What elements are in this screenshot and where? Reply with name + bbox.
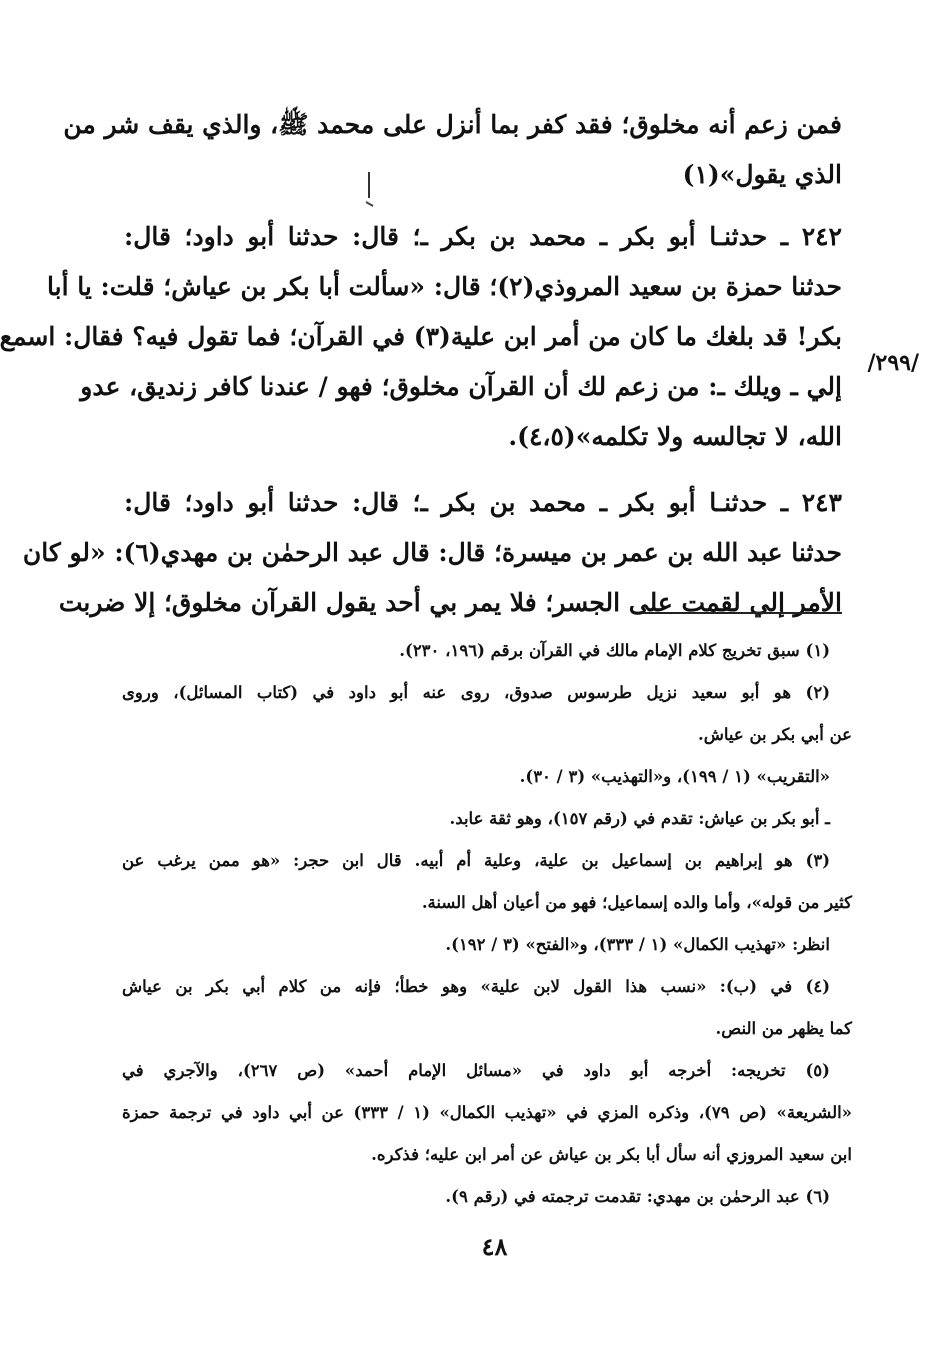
hadith-243 [22,478,842,628]
text-line: الأمر إلي لقمت على الجسر؛ فلا يمر بي أحد يقول القرآن مخلوق؛ إلا ضربت [58,588,842,617]
manuscript-folio-marker: /٢٩٩/ [867,350,919,376]
text-line: بكر! قد بلغك ما كان من أمر ابن علية(٣) في القرآن؛ فما تقول فيه؟ فقال: اسمع [0,322,842,351]
hadith-242 [0,212,842,462]
footnote-3-cont: كثير من قوله»، وأما والده إسماعيل؛ فهو من أعيان أهل السنة. [421,893,852,912]
footnote-separator [642,612,842,614]
footnote-2-ref: «التقريب» (١ / ١٩٩)، و«التهذيب» (٣ / ٣٠). [519,767,830,786]
paragraph-intro [63,100,842,200]
main-text [0,100,842,644]
footnotes [122,630,852,1218]
footnote-2-cont: عن أبي بكر بن عياش. [697,725,852,744]
text-line: الله، لا تجالسه ولا تكلمه»(٤،٥). [508,422,842,451]
text-line: الذي يقول»(١) [682,160,842,189]
text-line: حدثنا حمزة بن سعيد المروذي(٢)؛ قال: «سألت أبا بكر بن عياش؛ قلت: يا أبا [47,272,842,301]
footnote-5-cont: «الشريعة» (ص ٧٩)، وذكره المزي في «تهذيب الكمال» (١ / ٣٣٣) عن أبي داود في ترجمة حمزة [122,1103,852,1122]
text-line: إلي ـ ويلك ـ: من زعم لك أن القرآن مخلوق؛ فهو / عندنا كافر زنديق، عدو [80,372,842,401]
footnote-2: (٢) هو أبو سعيد نزيل طرسوس صدوق، روى عنه أبو داود في (كتاب المسائل)، وروى [122,683,830,702]
footnote-4-cont: كما يظهر من النص. [715,1019,852,1038]
text-line: ٢٤٣ ـ حدثنـا أبو بكر ـ محمد بن بكر ـ؛ قال: حدثنا أبو داود؛ قال: [124,488,842,517]
text-line: فمن زعم أنه مخلوق؛ فقد كفر بما أنزل على محمد ﷺ، والذي يقف شر من [63,110,842,139]
footnote-5: (٥) تخريجه: أخرجه أبو داود في «مسائل الإمام أحمد» (ص ٢٦٧)، والآجري في [122,1061,830,1080]
footnote-2-note: ـ أبو بكر بن عياش: تقدم في (رقم ١٥٧)، وهو ثقة عابد. [449,809,830,828]
footnote-3-ref: انظر: «تهذيب الكمال» (١ / ٣٣٣)، و«الفتح» (٣ / ١٩٢). [445,935,830,954]
footnote-6: (٦) عبد الرحمٰن بن مهدي: تقدمت ترجمته في (رقم ٩). [445,1187,830,1206]
text-line: ٢٤٢ ـ حدثنـا أبو بكر ـ محمد بن بكر ـ؛ قال: حدثنا أبو داود؛ قال: [124,222,842,251]
footnote-5-cont2: ابن سعيد المروزي أنه سأل أبا بكر بن عياش عن أمر ابن عليه؛ فذكره. [371,1145,852,1164]
footnote-4: (٤) في (ب): «نسب هذا القول لابن علية» وهو خطأ؛ فإنه من كلام أبي بكر بن عياش [122,977,830,996]
footnote-3: (٣) هو إبراهيم بن إسماعيل بن علية، وعلية أم أبيه. قال ابن حجر: «هو ممن يرغب عن [122,851,830,870]
footnote-1: (١) سبق تخريج كلام الإمام مالك في القرآن برقم (١٩٦، ٢٣٠). [399,641,830,660]
text-line: حدثنا عبد الله بن عمر بن ميسرة؛ قال: قال عبد الرحمٰن بن مهدي(٦): «لو كان [22,538,842,567]
page-number: ٤٨ [481,1232,508,1261]
